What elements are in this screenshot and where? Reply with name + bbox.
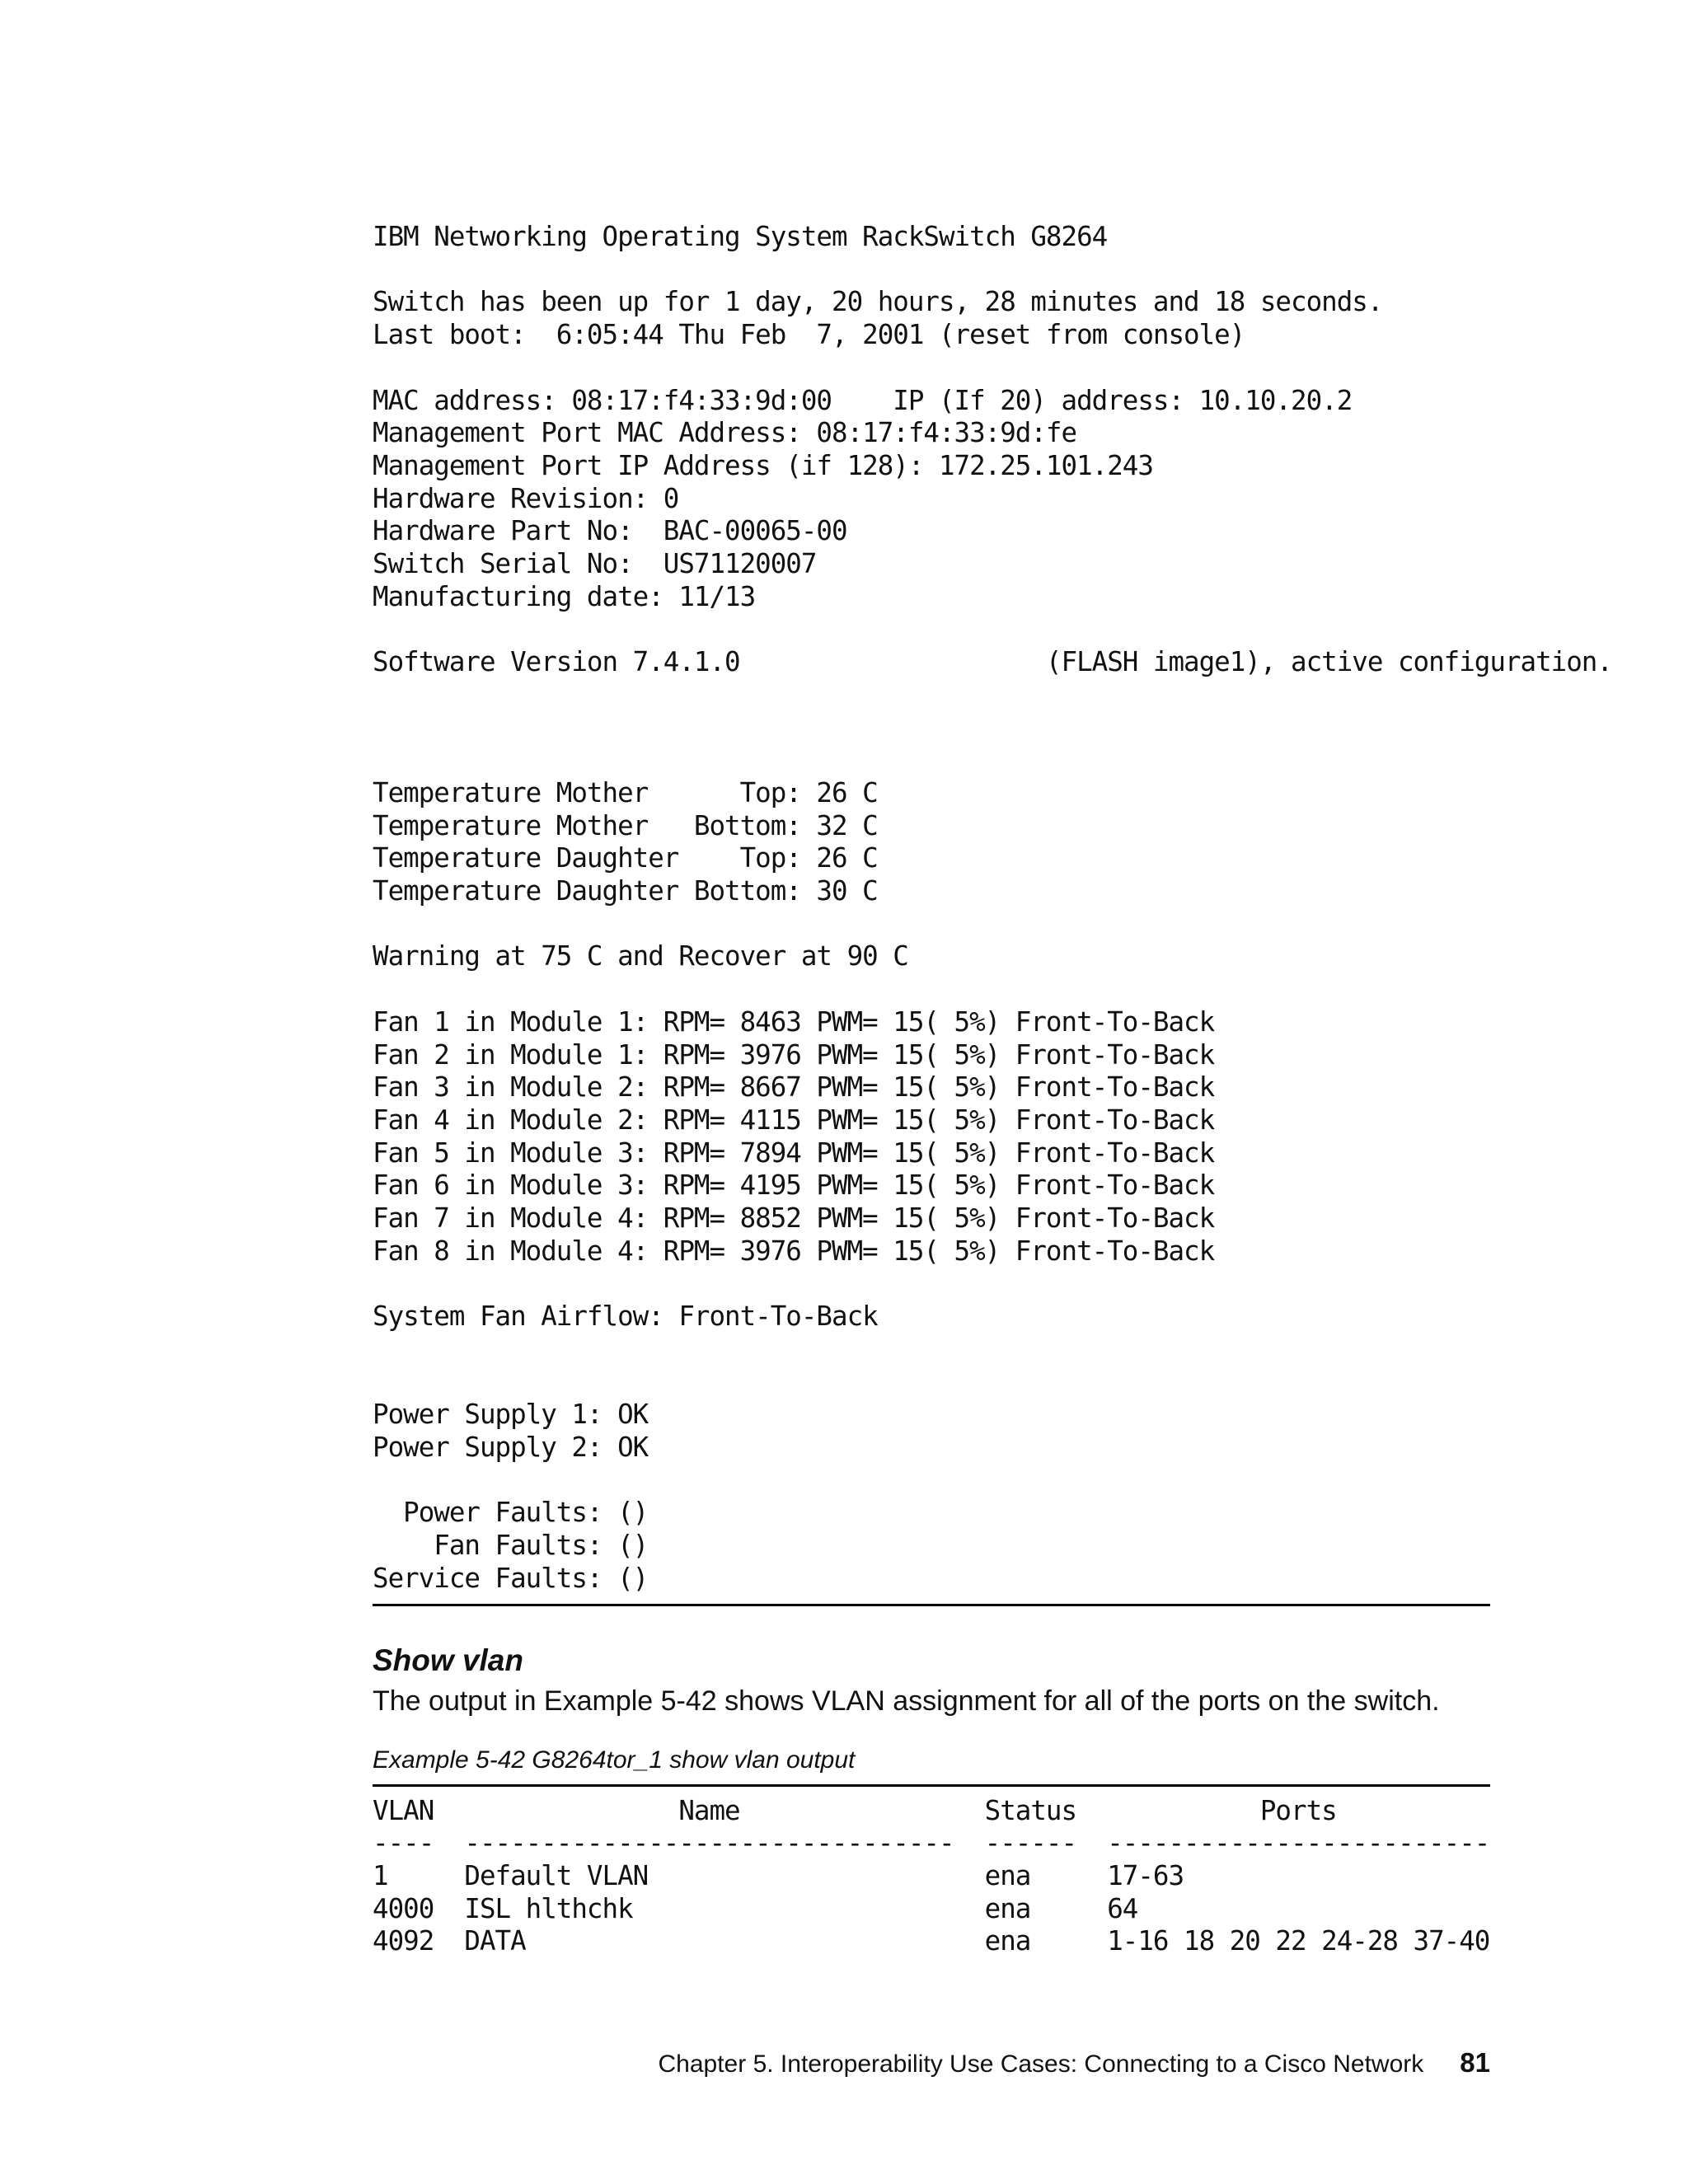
page-number: 81 bbox=[1460, 2047, 1490, 2078]
section-body-text: The output in Example 5-42 shows VLAN assignment for all of the ports on the switch. bbox=[373, 1685, 1440, 1717]
example-caption: Example 5-42 G8264tor_1 show vlan output bbox=[373, 1746, 856, 1774]
example-end-rule bbox=[373, 1604, 1490, 1606]
example-start-rule bbox=[373, 1784, 1490, 1787]
footer-chapter-title: Chapter 5. Interoperability Use Cases: Connecting to a Cisco Network bbox=[658, 2050, 1424, 2078]
page-footer bbox=[659, 2046, 1491, 2081]
switch-info-output: IBM Networking Operating System RackSwitch G8264 Switch has been up for 1 day, 20 hours, 28 minutes and 18 seconds. Last boot: 6:05:44 Thu Feb 7, 2001 (reset from console) MAC address: 08:17:f4:33:9d:00 IP (If 20) address: 10.10.20.2 Management Port MAC Address: 08:17:f4:33:9d:fe Management Port IP Address (if 128): 172.25.101.243 Hardware Revision: 0 Hardware Part No: BAC-00065-00 Switch Serial No: US71120007 Manufacturing date: 11/13 Software Version 7.4.1.0 (FLASH image1), active configuration. Temperature Mother Top: 26 C Temperature Mother Bottom: 32 C Temperature Daughter Top: 26 C Temperature Daughter Bottom: 30 C Warning at 75 C and Recover at 90 C Fan 1 in Module 1: RPM= 8463 PWM= 15( 5%) Front-To-Back Fan 2 in Module 1: RPM= 3976 PWM= 15( 5%) Front-To-Back Fan 3 in Module 2: RPM= 8667 PWM= 15( 5%) Front-To-Back Fan 4 in Module 2: RPM= 4115 PWM= 15( 5%) Front-To-Back Fan 5 in Module 3: RPM= 7894 PWM= 15( 5%) Front-To-Back Fan 6 in Module 3: RPM= 4195 PWM= 15( 5%) Front-To-Back Fan 7 in Module 4: RPM= 8852 PWM= 15( 5%) Front-To-Back Fan 8 in Module 4: RPM= 3976 PWM= 15( 5%) Front-To-Back System Fan Airflow: Front-To-Back Power Supply 1: OK Power Supply 2: OK Power Faults: () Fan Faults: () Service Faults: () bbox=[373, 221, 1612, 1594]
vlan-output: VLAN Name Status Ports ---- -------------------------------- ------ ------------------------- 1 Default VLAN ena 17-63 4000 ISL hlthchk ena 64 4092 DATA ena 1-16 18 20 22 24-28 37-40 bbox=[373, 1794, 1490, 1957]
page-content bbox=[373, 221, 1612, 1958]
section-heading: Show vlan bbox=[373, 1643, 523, 1677]
